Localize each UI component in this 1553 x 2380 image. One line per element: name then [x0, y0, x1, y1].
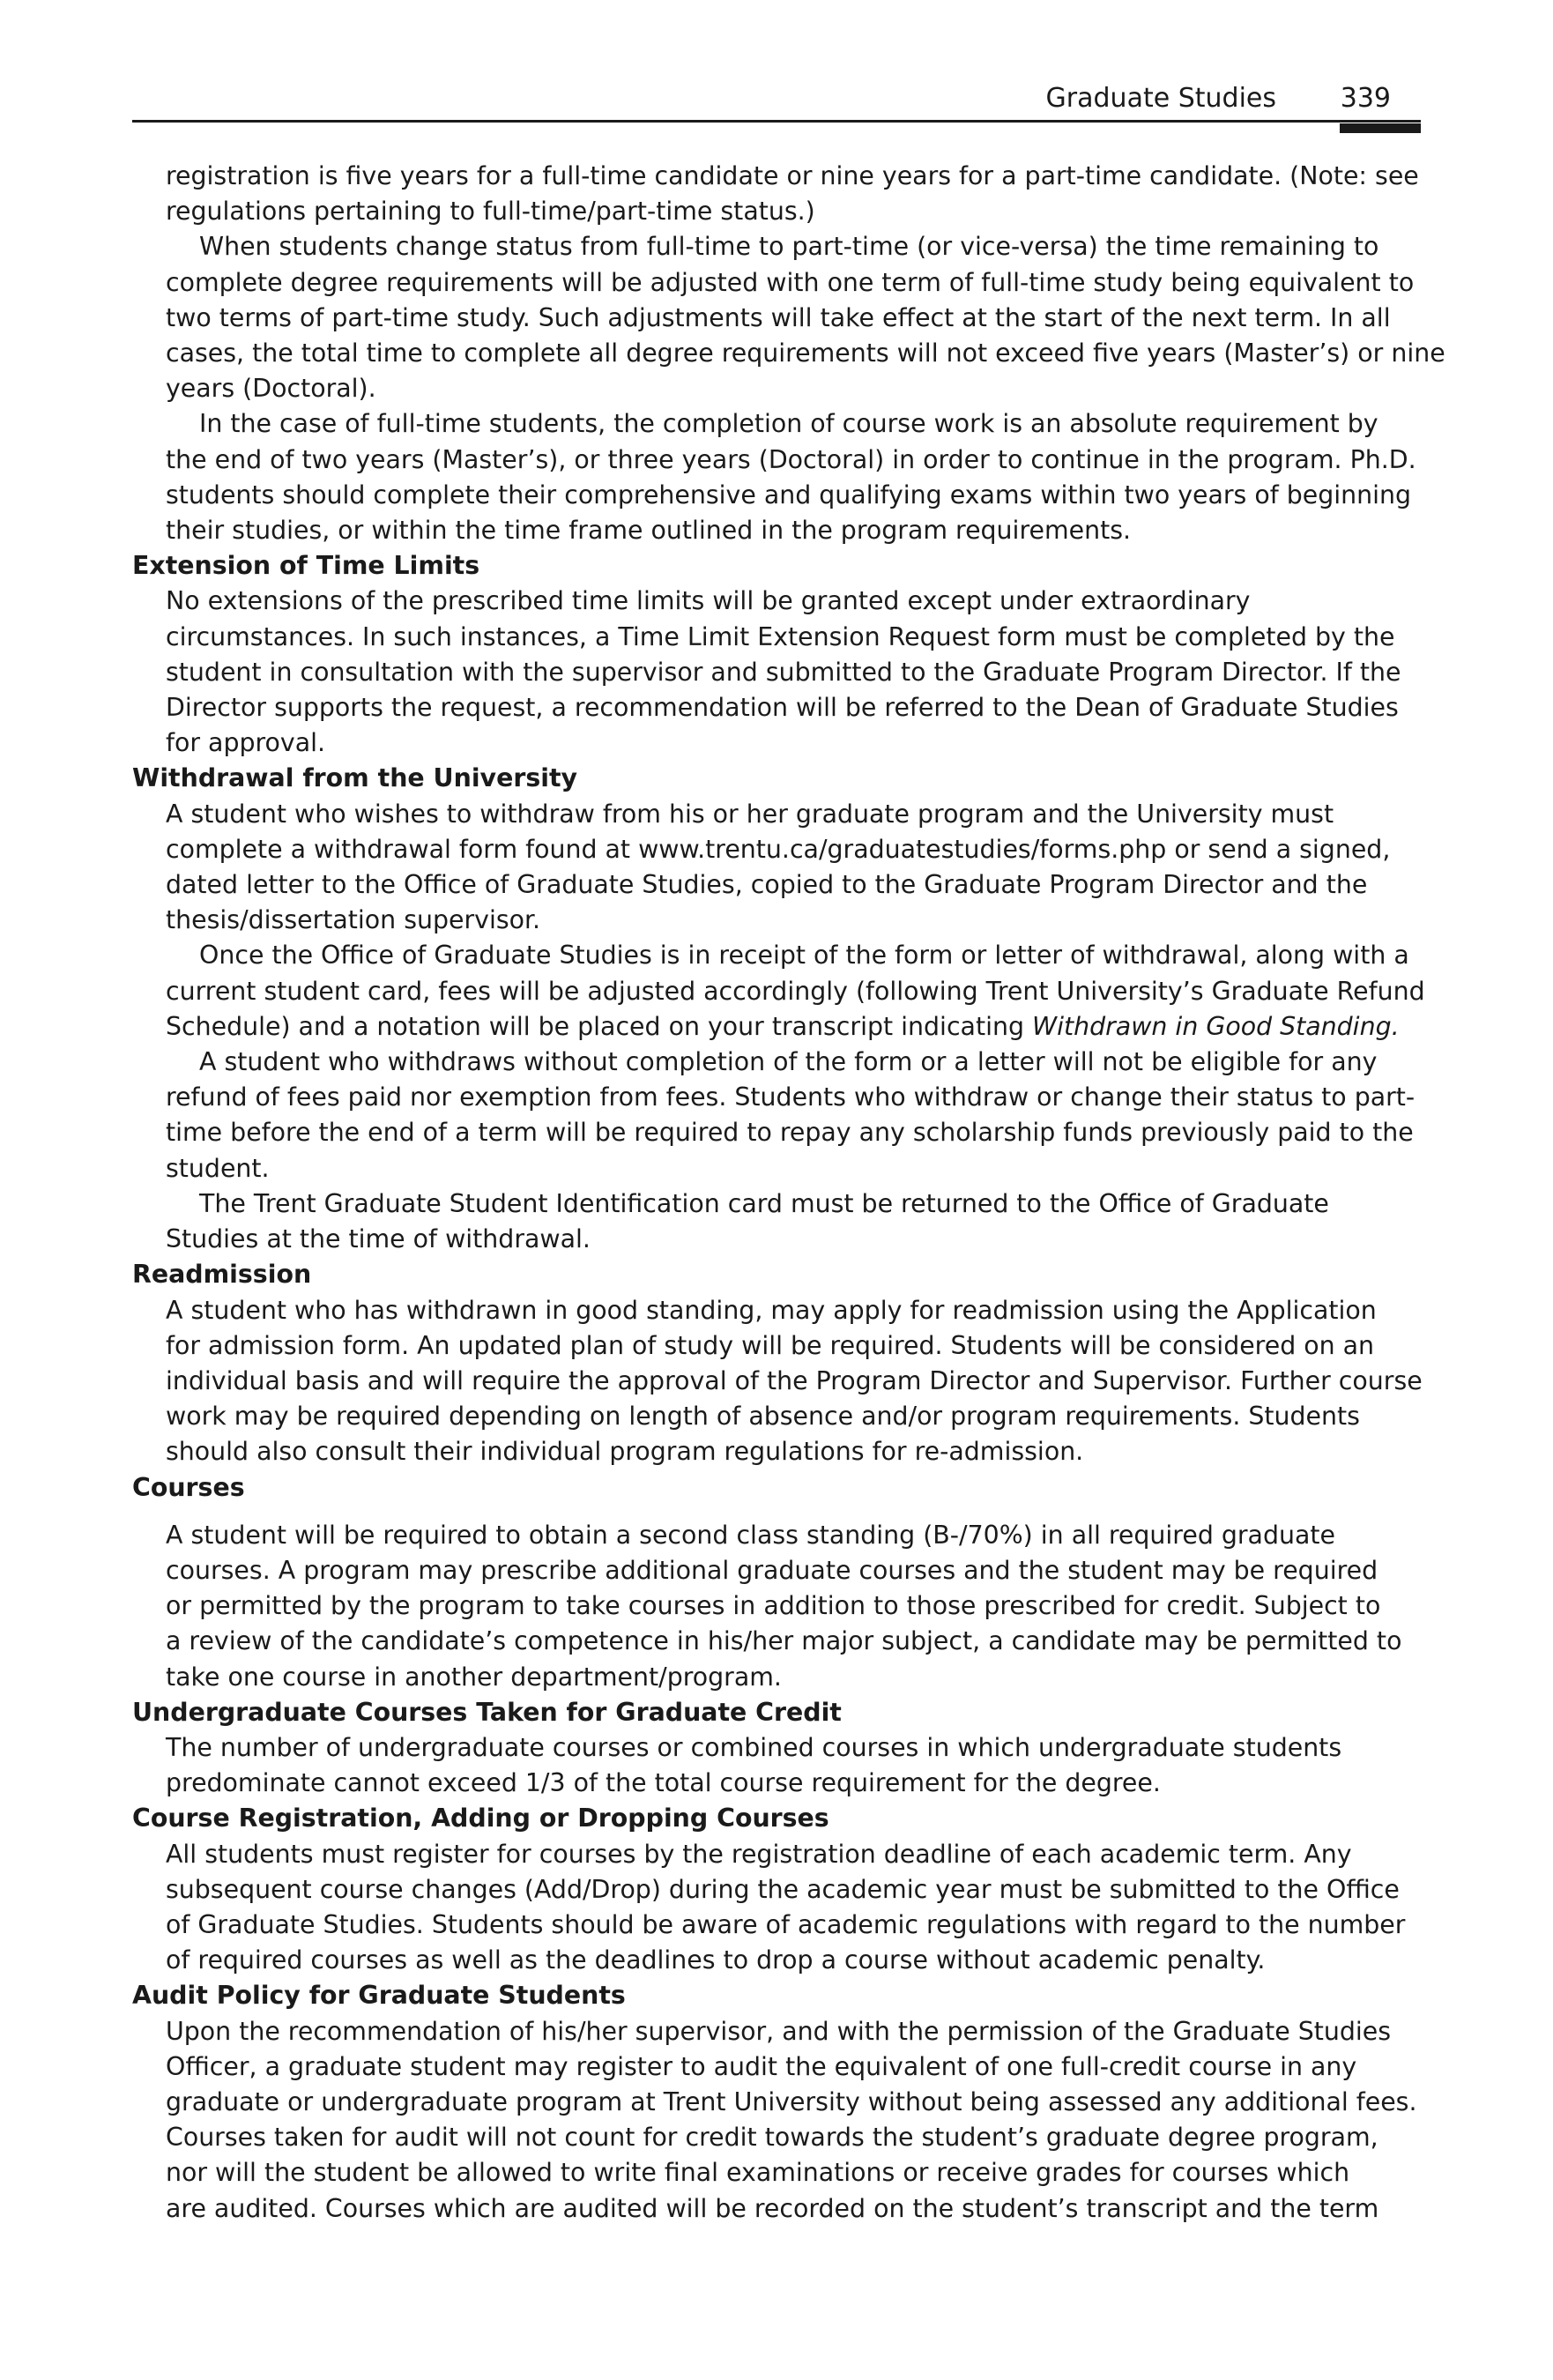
- heading-withdrawal: Withdrawal from the University: [132, 763, 578, 793]
- text-line: No extensions of the prescribed time limits will be granted except under extraordinary: [166, 586, 1251, 616]
- header-page-block: [1340, 123, 1421, 133]
- text-line: A student who withdraws without completion of the form or a letter will not be eligible for any: [199, 1047, 1378, 1077]
- text-line: complete a withdrawal form found at www.trentu.ca/graduatestudies/forms.php or send a signed,: [166, 834, 1391, 864]
- text-line: dated letter to the Office of Graduate Studies, copied to the Graduate Program Director and the: [166, 870, 1368, 900]
- text-line: Upon the recommendation of his/her supervisor, and with the permission of the Graduate Studies: [166, 2016, 1392, 2046]
- text-line: registration is five years for a full-time candidate or nine years for a part-time candidate. (Note: see: [166, 161, 1419, 190]
- audit-paragraph-1: [132, 2014, 1428, 2227]
- page-number: 339: [1340, 83, 1391, 114]
- text-line: complete degree requirements will be adjusted with one term of full-time study being equivalent to: [166, 267, 1415, 297]
- text-line: nor will the student be allowed to write final examinations or receive grades for courses which: [166, 2158, 1350, 2188]
- text-line: Director supports the request, a recommendation will be referred to the Dean of Graduate Studies: [166, 693, 1399, 723]
- text-line: regulations pertaining to full-time/part-time status.): [166, 197, 815, 227]
- text-line: students should complete their comprehensive and qualifying exams within two years of beginning: [166, 480, 1412, 509]
- heading-undergrad-credit: Undergraduate Courses Taken for Graduate Credit: [132, 1697, 842, 1727]
- text-line: The Trent Graduate Student Identification card must be returned to the Office of Graduate: [199, 1188, 1329, 1218]
- text-line: Studies at the time of withdrawal.: [166, 1224, 591, 1254]
- text-line: refund of fees paid nor exemption from fees. Students who withdraw or change their status to part-: [166, 1082, 1416, 1112]
- text-line: of Graduate Studies. Students should be aware of academic regulations with regard to the number: [166, 1909, 1406, 1939]
- text-line: cases, the total time to complete all degree requirements will not exceed five years (Master’s) or nine: [166, 338, 1445, 368]
- text-line: student.: [166, 1153, 270, 1183]
- undergrad-paragraph-1: [132, 1730, 1428, 1801]
- extension-paragraph-1: [132, 584, 1428, 761]
- text-line: courses. A program may prescribe additional graduate courses and the student may be required: [166, 1555, 1378, 1585]
- text-line: two terms of part-time study. Such adjustments will take effect at the start of the next term. In all: [166, 302, 1391, 332]
- text-line: years (Doctoral).: [166, 374, 376, 404]
- text-line: The number of undergraduate courses or combined courses in which undergraduate students: [166, 1732, 1342, 1762]
- withdrawal-paragraph-4: [132, 1186, 1428, 1257]
- text-line: predominate cannot exceed 1/3 of the total course requirement for the degree.: [166, 1768, 1161, 1798]
- readmission-paragraph-1: [132, 1293, 1428, 1470]
- text-line: current student card, fees will be adjusted accordingly (following Trent University’s Graduate Refund: [166, 976, 1425, 1006]
- heading-audit-policy: Audit Policy for Graduate Students: [132, 1981, 626, 2011]
- text-line: take one course in another department/program.: [166, 1662, 782, 1692]
- text-line: for admission form. An updated plan of study will be required. Students will be considered on an: [166, 1330, 1375, 1360]
- text-line: time before the end of a term will be required to repay any scholarship funds previously paid to the: [166, 1118, 1414, 1148]
- page-header: [132, 78, 1421, 127]
- intro-paragraph-1: [132, 159, 1428, 229]
- text-line: are audited. Courses which are audited will be recorded on the student’s transcript and the term: [166, 2193, 1379, 2223]
- text-line: a review of the candidate’s competence in his/her major subject, a candidate may be permitted to: [166, 1626, 1402, 1656]
- header-rule: [132, 120, 1421, 123]
- page-body: [132, 159, 1445, 2227]
- intro-paragraph-3: [132, 406, 1428, 548]
- text-line: A student who has withdrawn in good standing, may apply for readmission using the Application: [166, 1295, 1377, 1325]
- withdrawal-paragraph-1: [132, 797, 1428, 939]
- intro-paragraph-2: [132, 229, 1445, 406]
- text-line: of required courses as well as the deadlines to drop a course without academic penalty.: [166, 1945, 1266, 1975]
- text-line: In the case of full-time students, the completion of course work is an absolute requirement by: [199, 409, 1378, 439]
- running-head-title: Graduate Studies: [1045, 83, 1276, 114]
- text-line: should also consult their individual program regulations for re-admission.: [166, 1437, 1084, 1467]
- text-line: the end of two years (Master’s), or three years (Doctoral) in order to continue in the program. Ph.D.: [166, 444, 1416, 474]
- text-line: graduate or undergraduate program at Trent University without being assessed any additional fees.: [166, 2086, 1417, 2116]
- text-line: Once the Office of Graduate Studies is in receipt of the form or letter of withdrawal, along with a: [199, 941, 1409, 971]
- heading-readmission: Readmission: [132, 1260, 312, 1290]
- heading-course-registration: Course Registration, Adding or Dropping Courses: [132, 1804, 829, 1833]
- registration-paragraph-1: [132, 1837, 1428, 1979]
- text-line: or permitted by the program to take courses in addition to those prescribed for credit. Subject to: [166, 1591, 1381, 1621]
- withdrawn-status-italic: Withdrawn in Good Standing.: [1032, 1011, 1400, 1041]
- text-line: Courses taken for audit will not count for credit towards the student’s graduate degree program,: [166, 2123, 1378, 2153]
- text-line: their studies, or within the time frame outlined in the program requirements.: [166, 516, 1132, 546]
- text-run: Schedule) and a notation will be placed on your transcript indicating: [166, 1011, 1033, 1041]
- text-line: subsequent course changes (Add/Drop) during the academic year must be submitted to the Office: [166, 1874, 1400, 1904]
- text-line: student in consultation with the supervisor and submitted to the Graduate Program Director. If the: [166, 657, 1401, 687]
- text-line: for approval.: [166, 728, 326, 758]
- withdrawal-paragraph-2: [132, 938, 1428, 1045]
- text-line: Officer, a graduate student may register to audit the equivalent of one full-credit course in any: [166, 2051, 1357, 2081]
- heading-courses: Courses: [132, 1472, 245, 1502]
- text-line: When students change status from full-time to part-time (or vice-versa) the time remaining to: [199, 232, 1379, 262]
- text-line: All students must register for courses by the registration deadline of each academic term. Any: [166, 1839, 1352, 1869]
- text-line: work may be required depending on length of absence and/or program requirements. Students: [166, 1402, 1360, 1432]
- text-line: individual basis and will require the approval of the Program Director and Supervisor. Further course: [166, 1365, 1423, 1395]
- heading-extension: Extension of Time Limits: [132, 551, 480, 581]
- text-line: A student will be required to obtain a second class standing (B-/70%) in all required graduate: [166, 1520, 1335, 1550]
- courses-paragraph-1: [132, 1518, 1428, 1695]
- text-line: A student who wishes to withdraw from his or her graduate program and the University must: [166, 799, 1334, 829]
- text-line: [166, 1012, 1400, 1041]
- text-line: thesis/dissertation supervisor.: [166, 905, 541, 935]
- withdrawal-paragraph-3: [132, 1045, 1428, 1186]
- text-line: circumstances. In such instances, a Time Limit Extension Request form must be completed by the: [166, 621, 1395, 651]
